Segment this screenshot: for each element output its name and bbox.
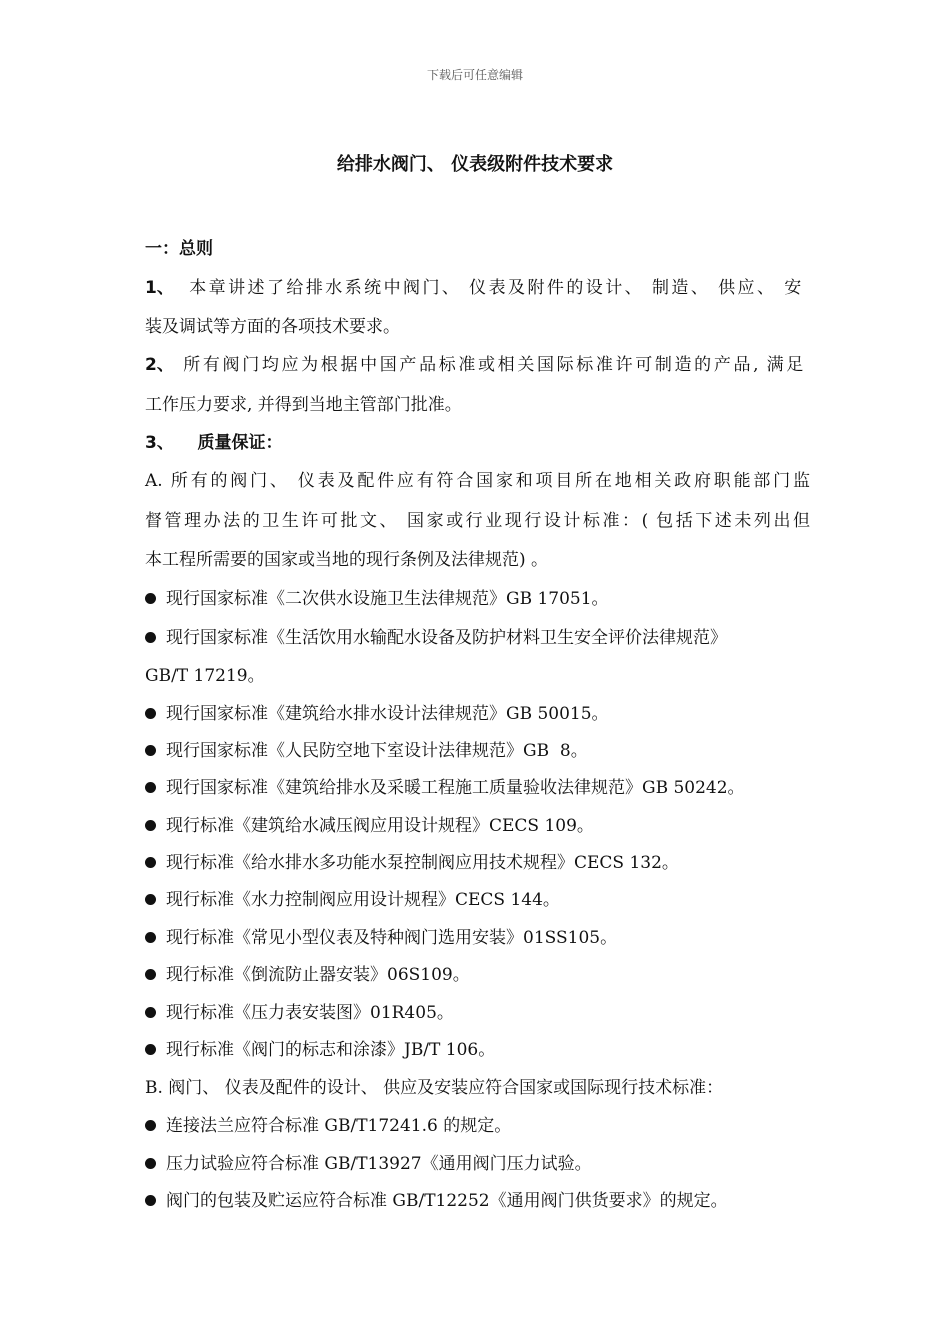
- list-item-continuation: GB/T 17219。: [145, 666, 265, 686]
- section-heading: 一：总则: [145, 239, 213, 259]
- list-item: [145, 814, 810, 838]
- list-item-text: 阀门的包装及贮运应符合标准 GB/T12252《通用阀门供货要求》的规定。: [166, 1191, 728, 1211]
- list-item: [145, 888, 810, 912]
- list-item-text: 现行国家标准《生活饮用水输配水设备及防护材料卫生安全评价法律规范》: [166, 628, 727, 648]
- quality-heading: 3、 质量保证：: [145, 433, 283, 453]
- list-item: [145, 963, 810, 987]
- bullet-icon: [145, 857, 156, 868]
- paragraph-a-line-2: 督管理办法的卫生许可批文、 国家或行业现行设计标准：( 包括下述未列出但: [145, 511, 810, 531]
- list-item: [145, 1114, 810, 1138]
- paragraph-a-line-1: A. 所有的阀门、 仪表及配件应有符合国家和项目所在地相关政府职能部门监: [145, 471, 810, 491]
- paragraph-1-line-1: [145, 276, 810, 300]
- list-item: [145, 739, 810, 763]
- paragraph-2-line-1: [145, 353, 810, 377]
- list-item: [145, 1189, 810, 1213]
- bullet-icon: [145, 932, 156, 943]
- list-item-text: 现行国家标准《建筑给水排水设计法律规范》GB 50015。: [166, 704, 609, 724]
- list-item-text: 现行标准《阀门的标志和涂漆》JB/T 106。: [166, 1040, 496, 1060]
- document-title: 给排水阀门、 仪表级附件技术要求: [336, 154, 614, 175]
- list-item: [145, 587, 810, 611]
- list-item-text: 现行国家标准《二次供水设施卫生法律规范》GB 17051。: [166, 589, 609, 609]
- bullet-icon: [145, 1158, 156, 1169]
- bullet-icon: [145, 820, 156, 831]
- paragraph-2-line-2: 工作压力要求, 并得到当地主管部门批准。: [145, 395, 462, 415]
- paragraph-1-line-2: 装及调试等方面的各项技术要求。: [145, 317, 400, 337]
- list-item: [145, 626, 810, 650]
- bullet-icon: [145, 782, 156, 793]
- list-item-text: 现行标准《常见小型仪表及特种阀门选用安装》01SS105。: [166, 928, 618, 948]
- list-item-text: 现行标准《水力控制阀应用设计规程》CECS 144。: [166, 890, 560, 910]
- list-item-text: 现行标准《建筑给水减压阀应用设计规程》CECS 109。: [166, 816, 594, 836]
- list-item: [145, 851, 810, 875]
- list-item-text: 现行标准《倒流防止器安装》06S109。: [166, 965, 470, 985]
- bullet-icon: [145, 1044, 156, 1055]
- list-item-text: 现行标准《给水排水多功能水泵控制阀应用技术规程》CECS 132。: [166, 853, 679, 873]
- paragraph-text: 本章讲述了给排水系统中阀门、 仪表及附件的设计、 制造、 供应、 安: [189, 278, 802, 298]
- item-number: 1、: [145, 278, 174, 298]
- bullet-icon: [145, 708, 156, 719]
- paragraph-a-line-3: 本工程所需要的国家或当地的现行条例及法律规范) 。: [145, 550, 549, 570]
- item-number: 2、: [145, 355, 174, 375]
- paragraph-text: 所有阀门均应为根据中国产品标准或相关国际标准许可制造的产品, 满足: [183, 355, 804, 375]
- list-item-text: 现行国家标准《人民防空地下室设计法律规范》GB 8。: [166, 741, 588, 761]
- bullet-icon: [145, 1120, 156, 1131]
- list-item: [145, 926, 810, 950]
- bullet-icon: [145, 1195, 156, 1206]
- list-item: [145, 776, 810, 800]
- bullet-icon: [145, 969, 156, 980]
- list-item-text: 现行标准《压力表安装图》01R405。: [166, 1003, 454, 1023]
- bullet-icon: [145, 894, 156, 905]
- list-item: [145, 1152, 810, 1176]
- list-item: [145, 1001, 810, 1025]
- list-item-text: 压力试验应符合标准 GB/T13927《通用阀门压力试验。: [166, 1154, 592, 1174]
- bullet-icon: [145, 745, 156, 756]
- page-header: 下载后可任意编辑: [426, 68, 523, 82]
- list-item: [145, 702, 810, 726]
- list-item-text: 连接法兰应符合标准 GB/T17241.6 的规定。: [166, 1116, 512, 1136]
- list-item-text: 现行国家标准《建筑给排水及采暖工程施工质量验收法律规范》GB 50242。: [166, 778, 745, 798]
- list-item: [145, 1038, 810, 1062]
- bullet-icon: [145, 1007, 156, 1018]
- paragraph-b: B. 阀门、 仪表及配件的设计、 供应及安装应符合国家或国际现行技术标准：: [145, 1078, 724, 1098]
- bullet-icon: [145, 632, 156, 643]
- bullet-icon: [145, 593, 156, 604]
